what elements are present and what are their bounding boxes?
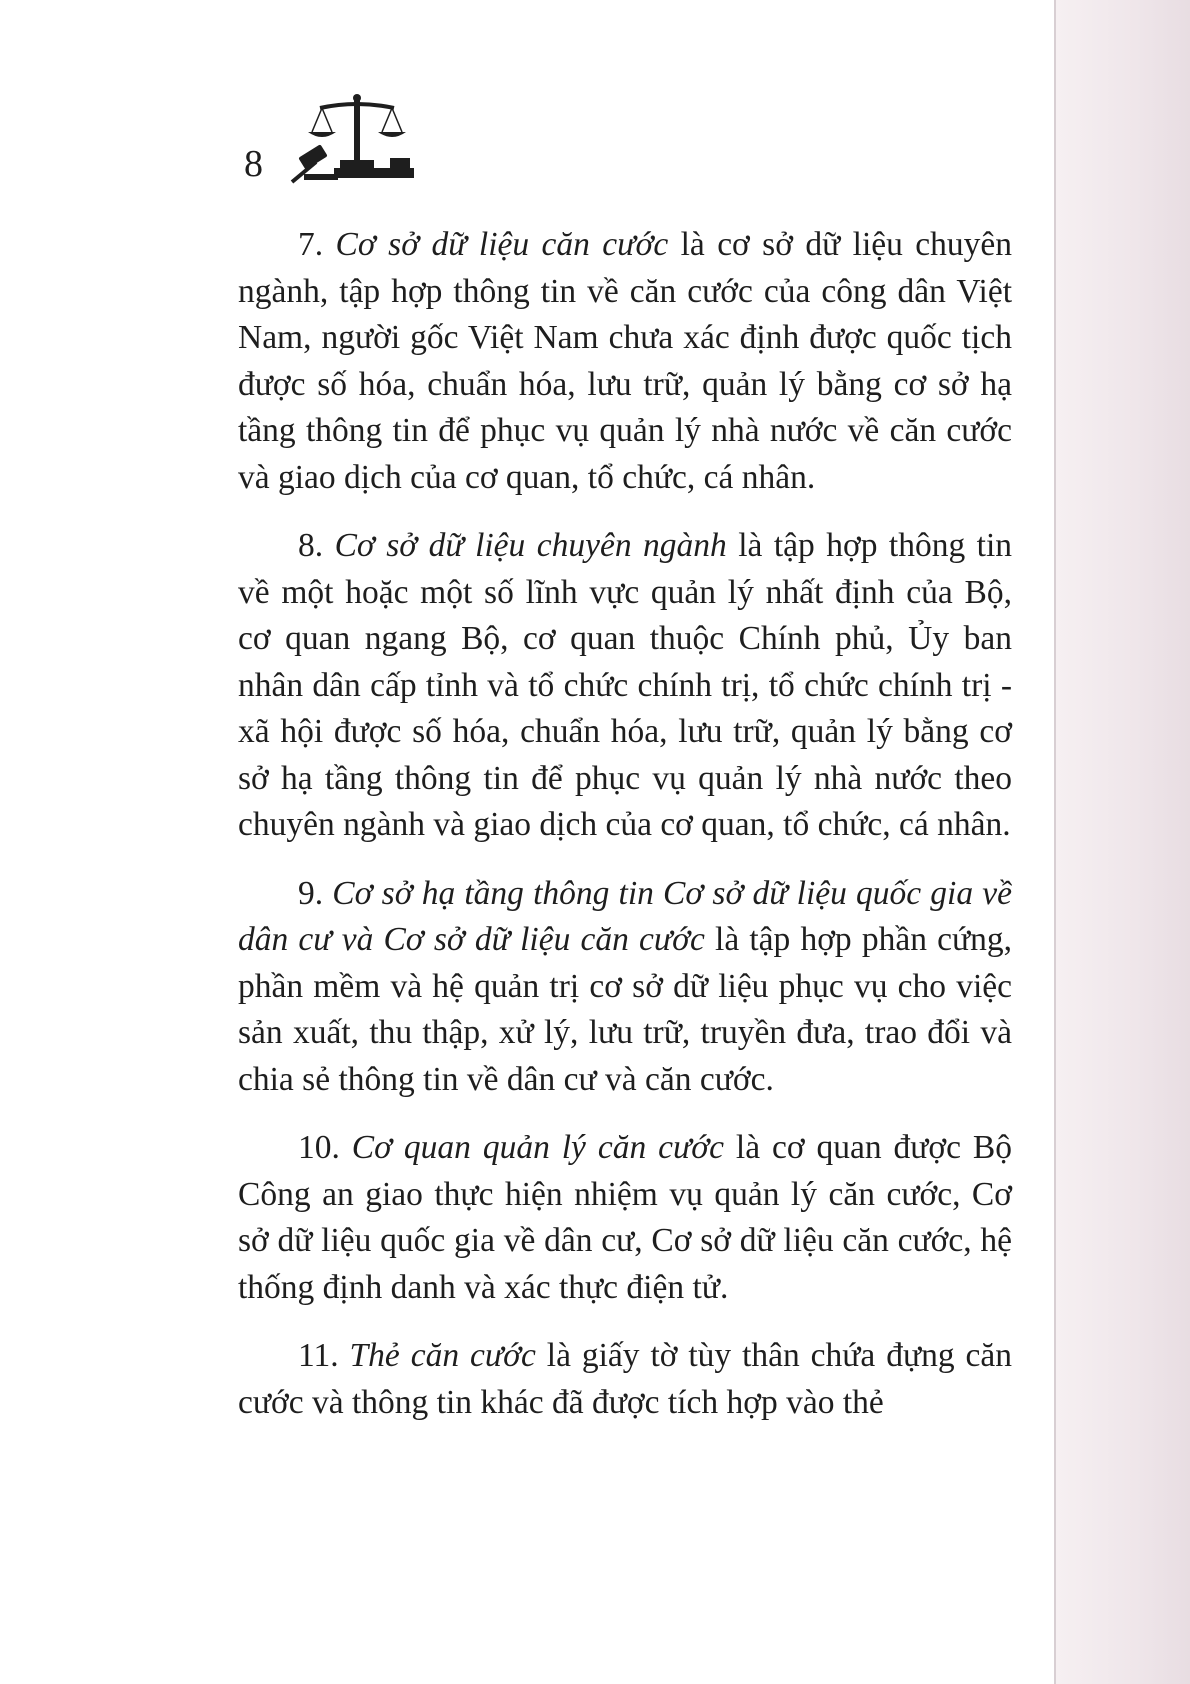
article-8 [238,523,1012,849]
defined-term: Cơ quan quản lý căn cước [351,1129,724,1166]
defined-term: Cơ sở hạ tầng thông tin Cơ sở dữ liệu quốc gia về dân cư và Cơ sở dữ liệu căn cước [238,874,1012,958]
article-number: 11. [298,1337,339,1374]
article-10 [238,1125,1012,1311]
defined-term: Cơ sở dữ liệu căn cước [335,226,669,263]
article-9 [238,871,1012,1104]
article-11 [238,1333,1012,1426]
definition-text: là giấy tờ tùy thân chứa đựng căn cước và thông tin khác đã được tích hợp vào thẻ [238,1337,1013,1421]
article-definitions [238,222,1012,1448]
definition-text: là cơ quan được Bộ Công an giao thực hiện nhiệm vụ quản lý căn cước, Cơ sở dữ liệu quốc gia về dân cư, Cơ sở dữ liệu căn cước, hệ thống định danh và xác thực điện tử. [238,1129,1013,1306]
definition-text: là cơ sở dữ liệu chuyên ngành, tập hợp thông tin về căn cước của công dân Việt Nam, người gốc Việt Nam chưa xác định được quốc tịch được số hóa, chuẩn hóa, lưu trữ, quản lý bằng cơ sở hạ tầng thông tin để phục vụ quản lý nhà nước về căn cước và giao dịch của cơ quan, tổ chức, cá nhân. [238,226,1013,496]
defined-term: Thẻ căn cước [349,1337,536,1374]
definition-text: là tập hợp phần cứng, phần mềm và hệ quản trị cơ sở dữ liệu phục vụ cho việc sản xuất, thu thập, xử lý, lưu trữ, truyền đưa, trao đổi và chia sẻ thông tin về dân cư và căn cước. [238,921,1012,1098]
page-edge-line [1054,0,1056,1684]
article-number: 9. [298,874,324,912]
page-edge [1054,0,1190,1684]
defined-term: Cơ sở dữ liệu chuyên ngành [334,527,727,564]
article-7 [238,222,1012,501]
page-number: 8 [244,143,263,185]
article-number: 10. [298,1129,340,1166]
article-number: 7. [298,226,324,263]
scales-of-justice-gavel-icon [290,88,424,184]
article-number: 8. [298,527,324,564]
definition-text: là tập hợp thông tin về một hoặc một số lĩnh vực quản lý nhất định của Bộ, cơ quan ngang Bộ, cơ quan thuộc Chính phủ, Ủy ban nhân dân cấp tỉnh và tổ chức chính trị, tổ chức chính trị - xã hội được số hóa, chuẩn hóa, lưu trữ, quản lý bằng cơ sở hạ tầng thông tin để phục vụ quản lý nhà nước theo chuyên ngành và giao dịch của cơ quan, tổ chức, cá nhân. [238,527,1013,843]
